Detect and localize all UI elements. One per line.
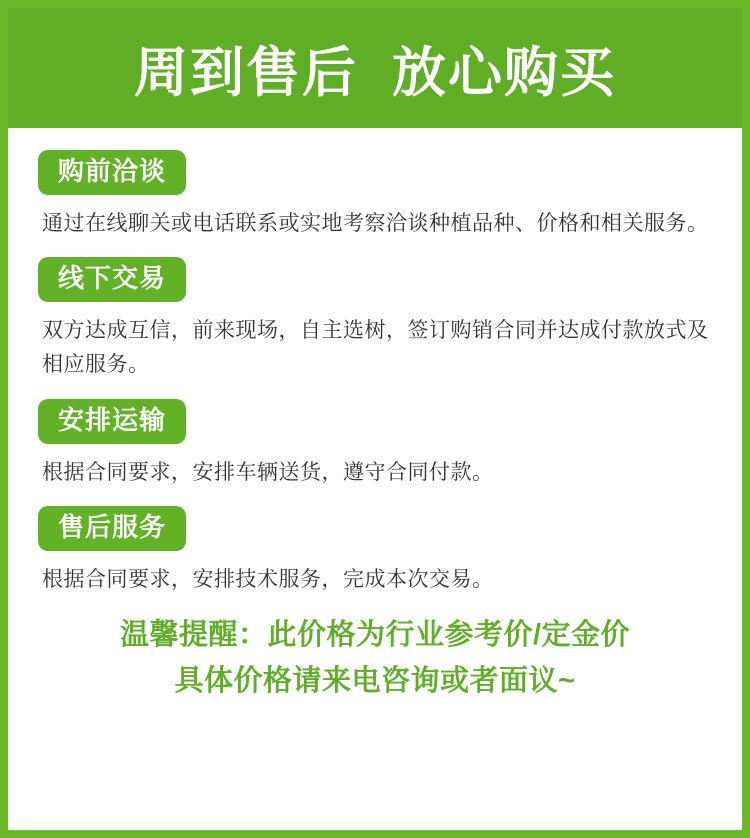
section-body: 通过在线聊关或电话联系或实地考察洽谈种植品种、价格和相关服务。 <box>42 211 709 235</box>
footer-line-2: 具体价格请来电咨询或者面议~ <box>174 664 576 697</box>
section-body: 根据合同要求，安排车辆送货，遵守合同付款。 <box>42 460 494 484</box>
section-offline-trade <box>38 257 712 383</box>
section-label: 线下交易 <box>38 257 186 302</box>
section-after-sales <box>38 506 712 597</box>
section-label: 安排运输 <box>38 399 186 444</box>
content-area <box>8 128 742 702</box>
section-label: 售后服务 <box>38 506 186 551</box>
page-header <box>8 8 742 128</box>
page-title: 周到售后 放心购买 <box>133 42 616 103</box>
footer-line-1: 温馨提醒：此价格为行业参考价/定金价 <box>119 618 631 651</box>
section-body: 双方达成互信，前来现场，自主选树，签订购销合同并达成付款放式及相应服务。 <box>42 318 709 377</box>
footer-reminder <box>38 614 712 702</box>
section-label: 购前洽谈 <box>38 150 186 195</box>
section-arrange-transport <box>38 399 712 490</box>
section-body: 根据合同要求，安排技术服务，完成本次交易。 <box>42 567 494 591</box>
section-purchase-consult <box>38 150 712 241</box>
